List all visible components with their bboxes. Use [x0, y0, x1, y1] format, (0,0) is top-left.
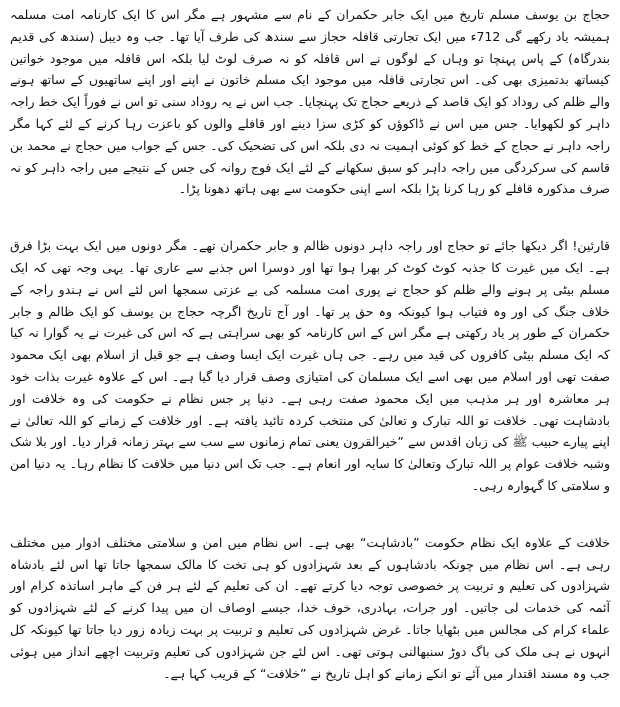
paragraph-1: حجاج بن یوسف مسلم تاریخ میں ایک جابر حکمران کے نام سے مشہور ہے مگر اس کا ایک کارنامہ امت مسلمہ ہمیشہ یاد رکھے گی 712ء میں ایک تجارتی قافلہ حجاز سے سندھ کی طرف آیا تھا۔ جب وہ دیبل (سندھ کی قدیم بندرگاہ) کے پاس پہنچا تو وہاں کے لوگوں نے اس قافلہ کو نہ صرف لوٹ لیا بلکہ اس قافلہ میں موجود خواتین کیساتھ بدتمیزی بھی کی۔ اس تجارتی قافلہ میں موجود ایک مسلم خاتون نے اپنے اور اپنے ساتھیوں کے ساتھ ہونے والے ظلم کی روداد کو ایک قاصد کے ذریعے حجاج تک پہنچایا۔ جب اس نے یہ روداد سنی تو اس نے فوراً ایک خط راجہ داہر کو لکھوایا۔ جس میں اس نے ڈاکوؤں کو کڑی سزا دینے اور قافلے والوں کو باعزت رہا کرنے کے لئے کہا مگر راجہ داہر نے حجاج کے خط کو کوئی اہمیت نہ دی بلکہ اس کی تضحیک کی۔ جس کے جواب میں حجاج نے محمد بن قاسم کی سرکردگی میں راجہ داہر کو سبق سکھانے کے لئے ایک فوج روانہ کی جس کے نتیجے میں راجہ داہر کو نہ صرف مذکورہ قافلے کو رہا کرنا پڑا بلکہ اسے اپنی حکومت سے بھی ہاتھ دھونا پڑا۔ — [10, 7, 610, 197]
paragraph-2: قارئین! اگر دیکھا جائے تو حجاج اور راجہ داہر دونوں ظالم و جابر حکمران تھے۔ مگر دونوں میں ایک بہت بڑا فرق ہے۔ ایک میں غیرت کا جذبہ کوٹ کوٹ کر بھرا ہوا تھا اور دوسرا اس جذبے سے عاری تھا۔ یہی وجہ تھی کہ ایک مسلم بیٹی پر ہونے والے ظلم کو حجاج نے پوری امت مسلمہ کی بے عزتی سمجھا اس لئے اس نے ہندو راجہ کے خلاف جنگ کی اور وہ فتیاب ہوا کیونکہ وہ حق پر تھا۔ اور آج تاریخ اگرچہ حجاج بن یوسف کو ایک ظالم و جابر حکمران کے طور پر یاد رکھتی ہے مگر اس کے اس کارنامہ کو بھی سراہتی ہے کہ اس کی غیرت نے یہ گوارا نہ کیا کہ ایک مسلم بیٹی کافروں کی قید میں رہے۔ جی ہاں غیرت ایک ایسا وصف ہے جو قبل از اسلام بھی ایک محمود صفت تھی اور اسلام میں بھی اسے ایک مسلمان کی امتیازی وصف قرار دیا گیا ہے۔ اس کے علاوہ غیرت بذات خود ہر معاشرہ اور ہر مذہب میں ایک محمود صفت رہی ہے۔ دنیا پر جس نظام نے حکومت کی وہ خلافت اور بادشاہت تھی۔ خلافت تو اللہ تبارک و تعالیٰ کی منتخب کردہ تائید یافتہ ہے۔ اور خلافت کے زمانے کو اللہ تعالیٰ نے اپنے پیارے حبیب ﷺ کی زبان اقدس سے ”خیرالقرون یعنی تمام زمانوں سے سب سے بہتر زمانہ قرار دیا۔ اور بلا شک وشبہ خلافت عوام پر اللہ تبارک وتعالیٰ کا سایہ اور انعام ہے۔ جب تک اس دنیا میں خلافت کا نظام رہا۔ یہ دنیا امن و سلامتی کا گہوارہ رہی۔ — [10, 238, 610, 493]
paragraph-spacer — [10, 200, 610, 235]
paragraph-spacer — [10, 497, 610, 532]
paragraph-3: خلافت کے علاوہ ایک نظام حکومت ”بادشاہت“ بھی ہے۔ اس نظام میں امن و سلامتی مختلف ادوار میں مختلف رہی ہے۔ اس نظام میں چونکہ بادشاہوں کے بعد شہزادوں کو ہی تخت کا مالک سمجھا جاتا تھا اس لئے بادشاہ شہزادوں کی تعلیم و تربیت پر خصوصی توجہ دیا کرتے تھے۔ ان کی تعلیم کے لئے ہر فن کے ماہر اساتذہ کرام اور آئمہ کی خدمات لی جاتیں۔ اور جرات، بہادری، خوف خدا، جیسے اوصاف ان میں پیدا کرنے کے لئے شہزادوں کو علماء کرام کی مجالس میں بٹھایا جاتا۔ غرض شہزادوں کی تعلیم و تربیت پر بہت زیادہ زور دیا جاتا تھا کیونکہ کل انہوں نے ہی ملک کی باگ دوڑ سنبھالنی ہوتی تھی۔ اس لئے جن شہزادوں کی تعلیم وتربیت اچھے انداز میں ہوئی جب وہ مسند اقتدار میں آئے تو انکے زمانے کو اہل تاریخ نے ”خلافت“ کے قریب کہا ہے۔ — [10, 534, 610, 681]
